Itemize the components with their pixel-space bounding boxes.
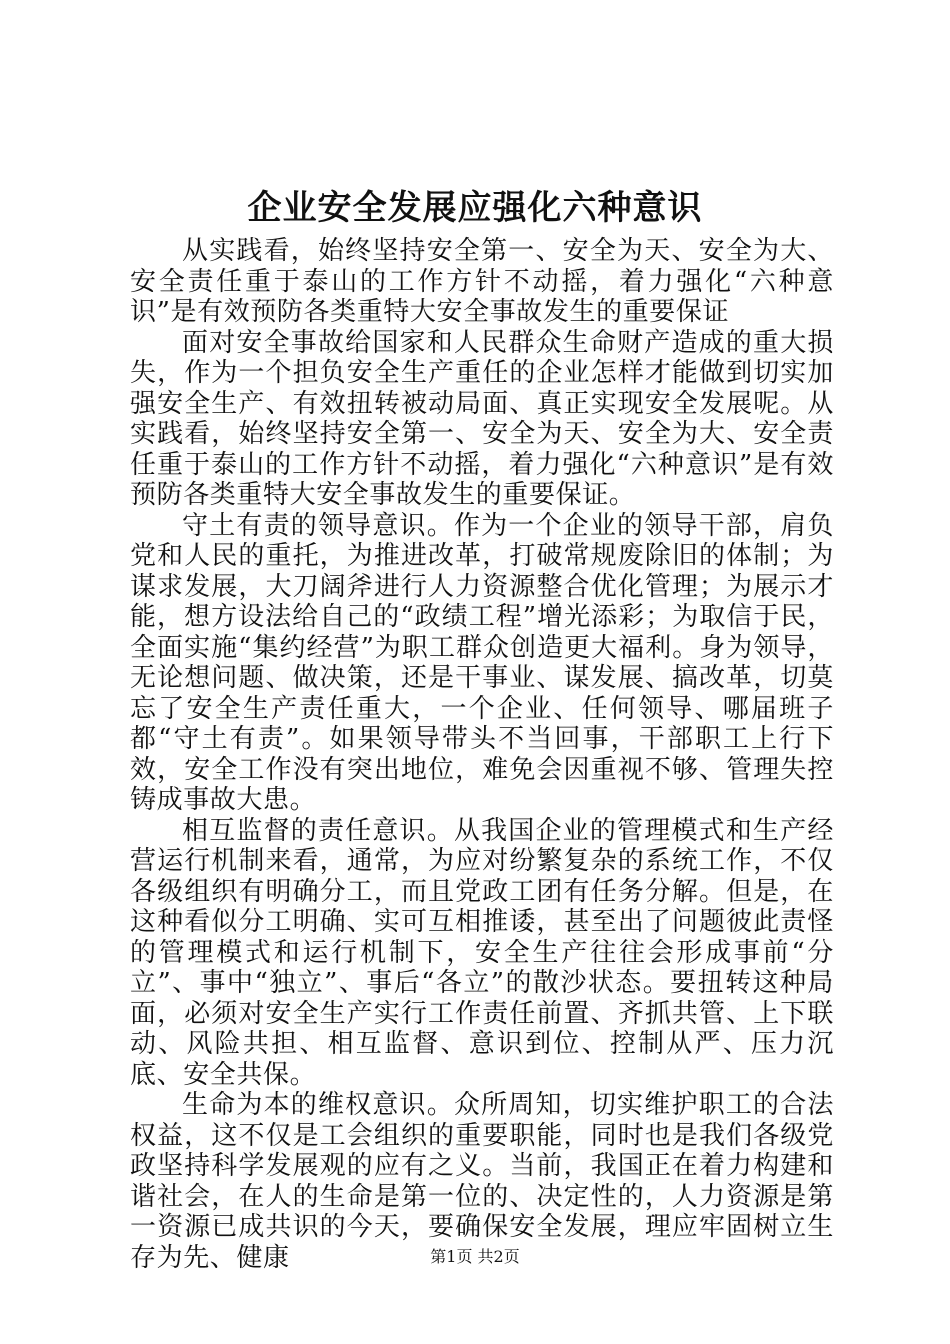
document-title: 企业安全发展应强化六种意识	[247, 188, 703, 228]
paragraph-leadership-awareness: 守土有责的领导意识。作为一个企业的领导干部，肩负党和人民的重托，为推进改革，打破常规废除旧的体制；为谋求发展，大刀阔斧进行人力资源整合优化管理；为展示才能，想方设法给自己的“政绩工程”增光添彩；为取信于民，全面实施“集约经营”为职工群众创造更大福利。身为领导，无论想问题、做决策，还是干事业、谋发展、搞改革，切莫忘了安全生产责任重大，一个企业、任何领导、哪届班子都“守土有责”。如果领导带头不当回事，干部职工上行下效，安全工作没有突出地位，难免会因重视不够、管理失控铸成事故大患。	[130, 510, 834, 815]
paragraph-rights-awareness: 生命为本的维权意识。众所周知，切实维护职工的合法权益，这不仅是工会组织的重要职能，同时也是我们各级党政坚持科学发展观的应有之义。当前，我国正在着力构建和谐社会，在人的生命是第一位的、决定性的，人力资源是第一资源已成共识的今天，要确保安全发展，理应牢固树立生存为先、健康	[130, 1090, 834, 1273]
paragraph-overview: 面对安全事故给国家和人民群众生命财产造成的重大损失，作为一个担负安全生产重任的企业怎样才能做到切实加强安全生产、有效扭转被动局面、真正实现安全发展呢。从实践看，始终坚持安全第一、安全为天、安全为大、安全责任重于泰山的工作方针不动摇，着力强化“六种意识”是有效预防各类重特大安全事故发生的重要保证。	[130, 327, 834, 510]
paragraph-supervision-awareness: 相互监督的责任意识。从我国企业的管理模式和生产经营运行机制来看，通常，为应对纷繁复杂的系统工作，不仅各级组织有明确分工，而且党政工团有任务分解。但是，在这种看似分工明确、实可互相推诿，甚至出了问题彼此责怪的管理模式和运行机制下，安全生产往往会形成事前“分立”、事中“独立”、事后“各立”的散沙状态。要扭转这种局面，必须对安全生产实行工作责任前置、齐抓共管、上下联动、风险共担、相互监督、意识到位、控制从严、压力沉底、安全共保。	[130, 815, 834, 1090]
page-number-footer: 第1页 共2页	[430, 1247, 520, 1266]
document-body	[130, 236, 834, 1273]
paragraph-intro: 从实践看，始终坚持安全第一、安全为天、安全为大、安全责任重于泰山的工作方针不动摇，着力强化“六种意识”是有效预防各类重特大安全事故发生的重要保证	[130, 236, 834, 327]
